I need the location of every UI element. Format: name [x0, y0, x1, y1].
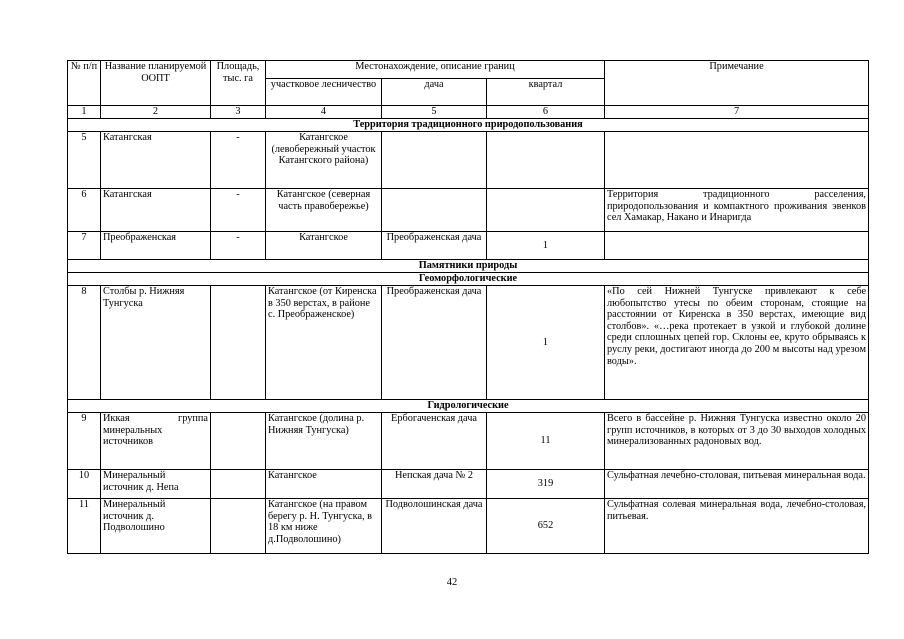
row-area: -	[211, 132, 266, 189]
row-name: Минеральный источник д. Подволошино	[101, 499, 211, 554]
row-forestry: Катангское (долина р. Нижняя Тунгуска)	[266, 413, 382, 470]
oopt-table	[67, 60, 869, 554]
section-monuments: Памятники природы	[68, 260, 869, 273]
row-dacha: Преображенская дача	[382, 286, 487, 400]
row-kvartal: 1	[487, 232, 605, 260]
table-row	[68, 286, 869, 400]
row-note: Сульфатная солевая минеральная вода, лечебно-столовая, питьевая.	[605, 499, 869, 554]
section-geomorph: Геоморфологические	[68, 273, 869, 286]
row-area: -	[211, 189, 266, 232]
table-row	[68, 413, 869, 470]
row-forestry: Катангское (от Киренска в 350 верстах, в районе с. Преображенское)	[266, 286, 382, 400]
row-area	[211, 286, 266, 400]
row-note: Территория традиционного расселения, природопользования и компактного проживания эвенков сел Хамакар, Накано и Инаригда	[605, 189, 869, 232]
table-row	[68, 132, 869, 189]
row-forestry: Катангское (левобережный участок Катангского района)	[266, 132, 382, 189]
row-area	[211, 413, 266, 470]
section-territory: Территория традиционного природопользования	[68, 119, 869, 132]
section-hydro: Гидрологические	[68, 400, 869, 413]
column-number-row	[68, 106, 869, 119]
row-num: 10	[68, 470, 101, 499]
row-name: Минеральный источник д. Непа	[101, 470, 211, 499]
row-name: Катангская	[101, 189, 211, 232]
section-row	[68, 260, 869, 273]
header-row-1	[68, 61, 869, 79]
header-forestry: участковое лесничество	[266, 79, 382, 106]
row-area: -	[211, 232, 266, 260]
col-number: 5	[382, 106, 487, 119]
section-row	[68, 119, 869, 132]
row-area	[211, 470, 266, 499]
col-number: 6	[487, 106, 605, 119]
col-number: 3	[211, 106, 266, 119]
header-note: Примечание	[605, 61, 869, 106]
row-dacha: Преображенская дача	[382, 232, 487, 260]
row-area	[211, 499, 266, 554]
row-note	[605, 232, 869, 260]
row-note: Всего в бассейне р. Нижняя Тунгуска известно около 20 групп источников, в которых от 3 до 30 выходов холодных минерализованных радоновых вод.	[605, 413, 869, 470]
col-number: 2	[101, 106, 211, 119]
row-kvartal: 652	[487, 499, 605, 554]
row-name: Преображенская	[101, 232, 211, 260]
row-forestry: Катангское	[266, 232, 382, 260]
table-row	[68, 499, 869, 554]
row-num: 9	[68, 413, 101, 470]
row-dacha	[382, 132, 487, 189]
col-number: 4	[266, 106, 382, 119]
section-row	[68, 273, 869, 286]
row-num: 11	[68, 499, 101, 554]
row-note: Сульфатная лечебно-столовая, питьевая минеральная вода.	[605, 470, 869, 499]
row-dacha: Ербогаченская дача	[382, 413, 487, 470]
row-num: 7	[68, 232, 101, 260]
row-dacha: Подволошинская дача	[382, 499, 487, 554]
row-num: 5	[68, 132, 101, 189]
row-num: 8	[68, 286, 101, 400]
row-name: Иккая группа минеральных источников	[101, 413, 211, 470]
row-dacha: Непская дача № 2	[382, 470, 487, 499]
row-kvartal: 319	[487, 470, 605, 499]
section-row	[68, 400, 869, 413]
row-note	[605, 132, 869, 189]
header-num: № п/п	[68, 61, 101, 106]
row-forestry: Катангское	[266, 470, 382, 499]
table-row	[68, 232, 869, 260]
row-name: Столбы р. Нижняя Тунгуска	[101, 286, 211, 400]
col-number: 7	[605, 106, 869, 119]
row-kvartal: 1	[487, 286, 605, 400]
row-forestry: Катангское (северная часть правобережье)	[266, 189, 382, 232]
table-row	[68, 470, 869, 499]
row-num: 6	[68, 189, 101, 232]
row-kvartal	[487, 132, 605, 189]
row-name: Катангская	[101, 132, 211, 189]
page-number: 42	[446, 577, 458, 588]
row-kvartal	[487, 189, 605, 232]
header-dacha: дача	[382, 79, 487, 106]
row-kvartal: 11	[487, 413, 605, 470]
col-number: 1	[68, 106, 101, 119]
header-name: Название планируемой ООПТ	[101, 61, 211, 106]
header-location: Местонахождение, описание границ	[266, 61, 605, 79]
row-note: «По сей Нижней Тунгуске привлекают к себе любопытство утесы по обеим сторонам, стоящие на расстоянии от Киренска в 350 верстах, имеющие вид столбов». «…река протекает в узкой и глубокой долине среди сплошных цепей гор. Склоны ее, круто обрываясь к руслу реки, достигают иногда до 200 м высоты над урезом воды».	[605, 286, 869, 400]
header-kvartal: квартал	[487, 79, 605, 106]
header-area: Площадь, тыс. га	[211, 61, 266, 106]
table-row	[68, 189, 869, 232]
row-forestry: Катангское (на правом берегу р. Н. Тунгуска, в 18 км ниже д.Подволошино)	[266, 499, 382, 554]
row-dacha	[382, 189, 487, 232]
